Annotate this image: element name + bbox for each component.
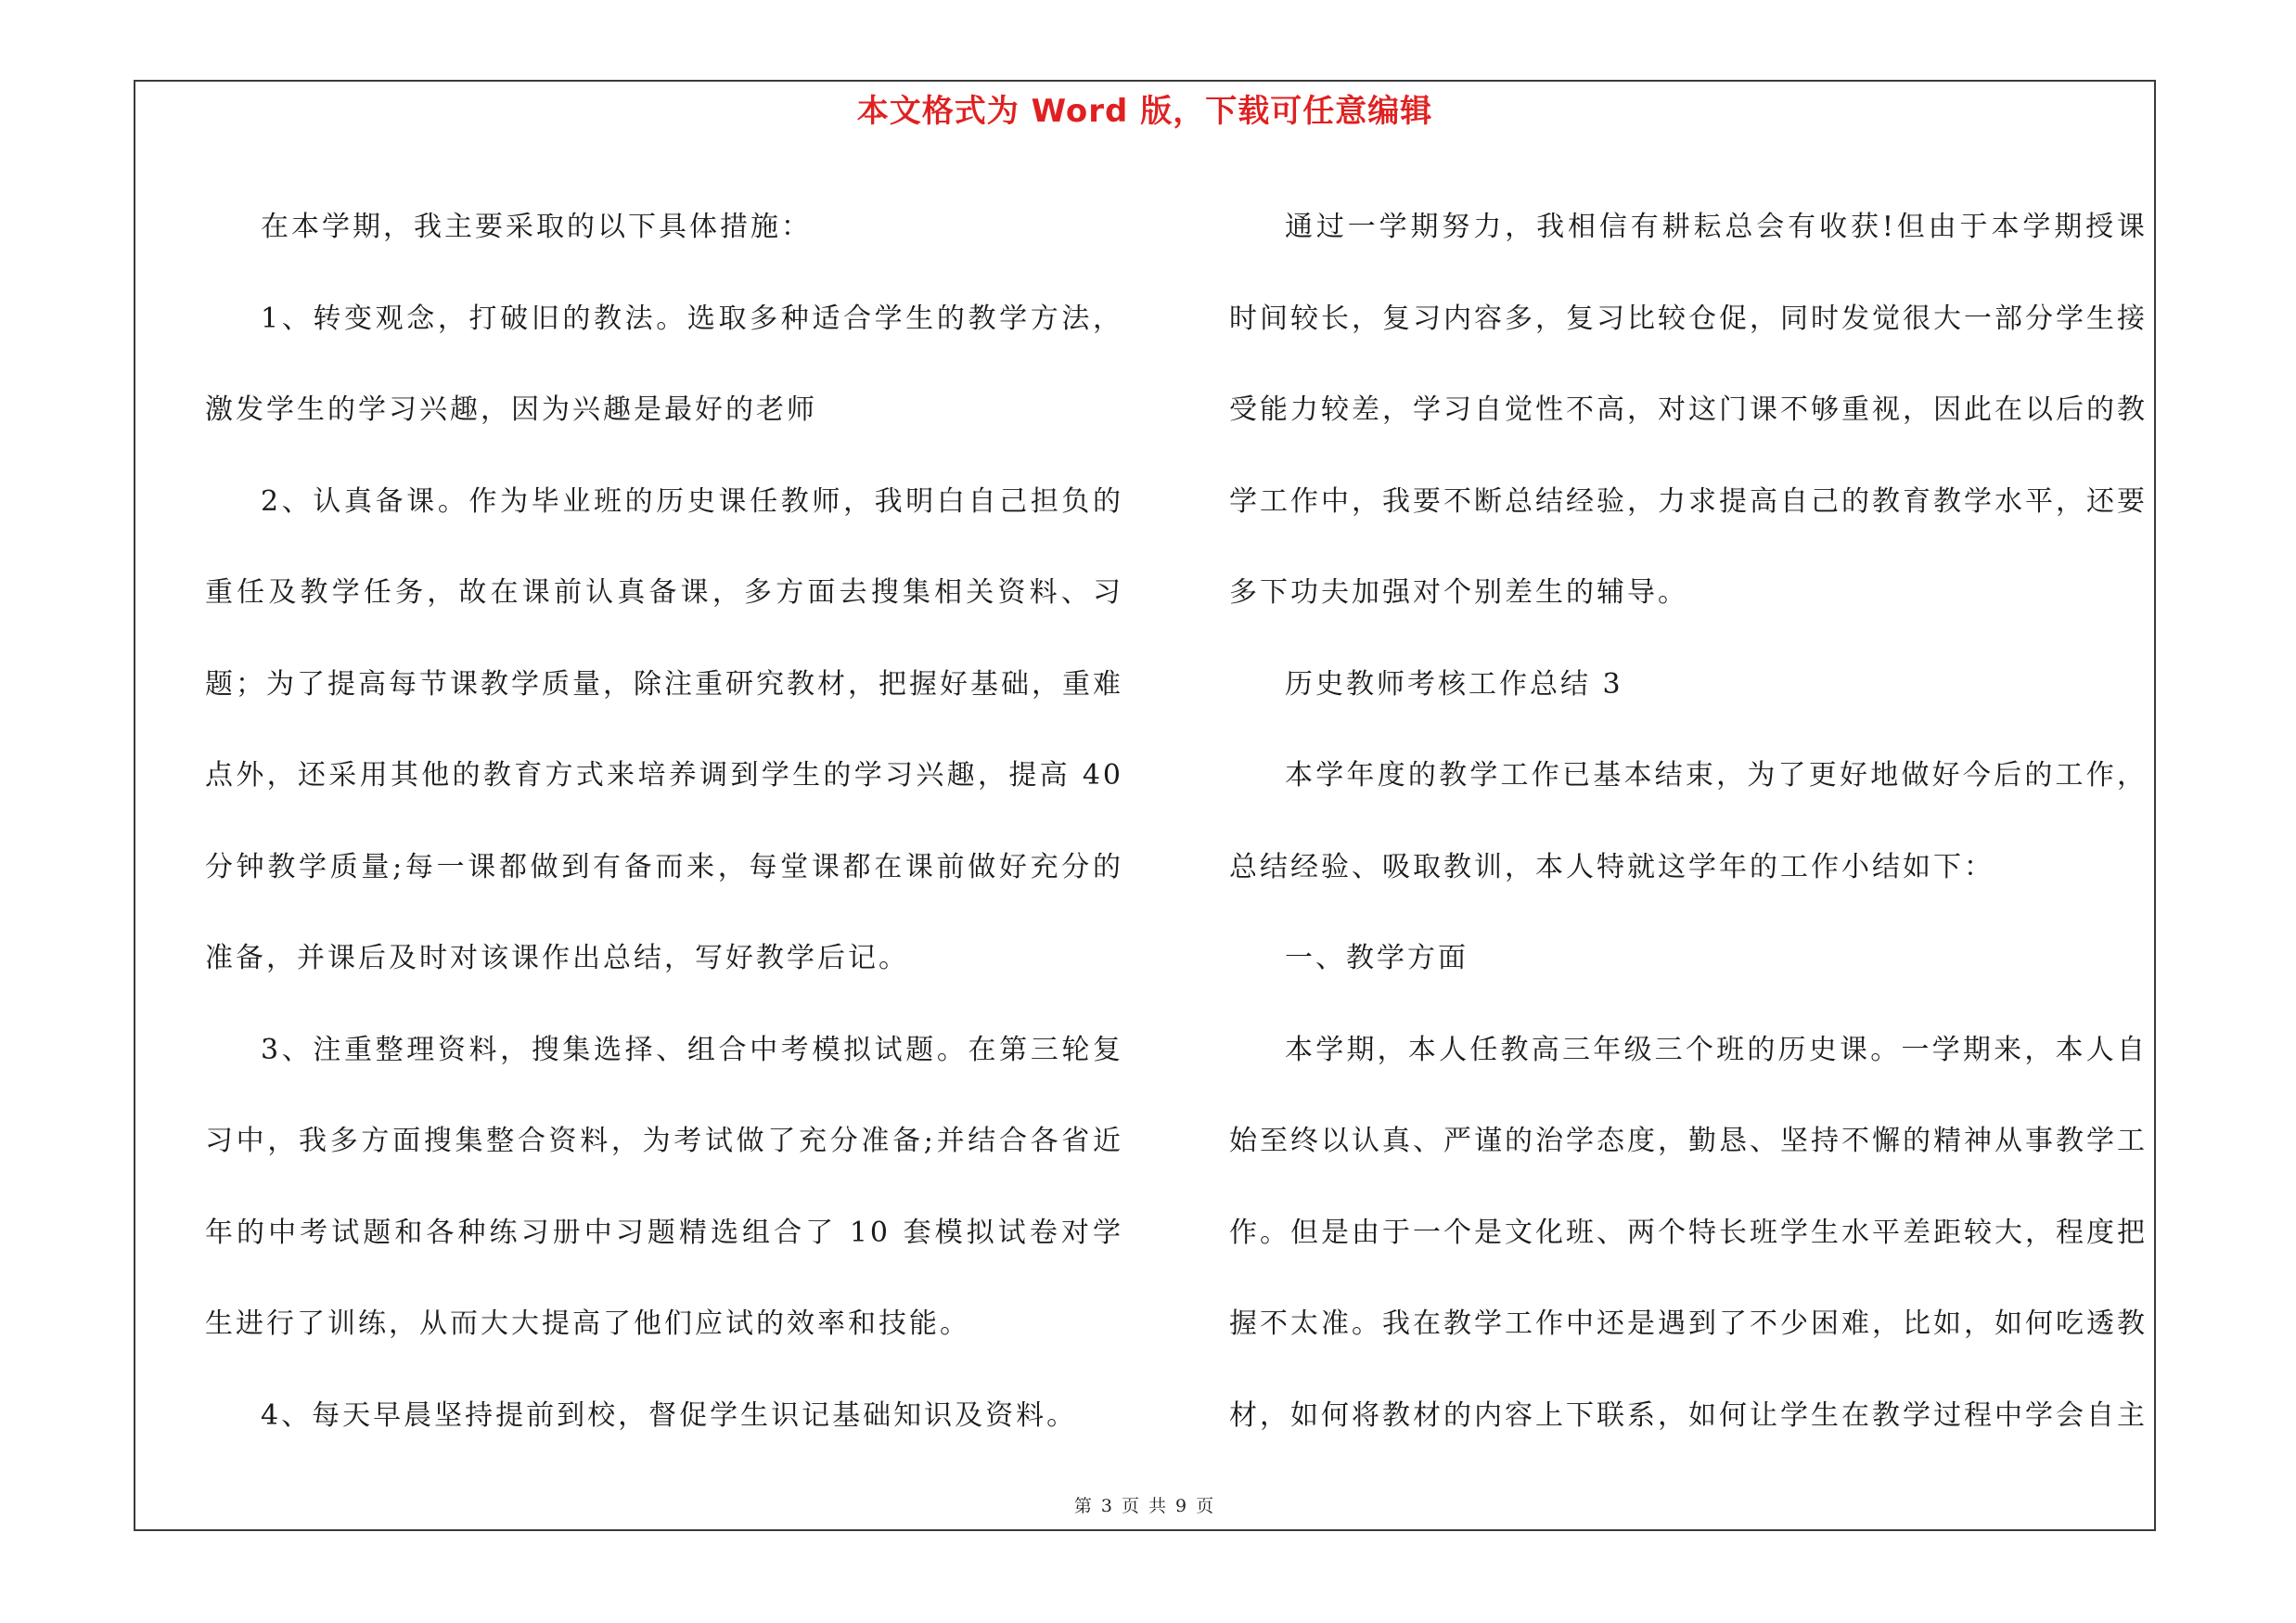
paragraph: 4、每天早晨坚持提前到校，督促学生识记基础知识及资料。 <box>261 1398 1078 1432</box>
paragraph: 在本学期，我主要采取的以下具体措施： <box>261 211 812 243</box>
paragraph: 本学年度的教学工作已基本结束，为了更好地做好今后的工作，总结经验、吸取教训，本人特就这学年的工作小结如下： <box>1229 759 2148 883</box>
paragraph: 3、注重整理资料，搜集选择、组合中考模拟试题。在第三轮复习中，我多方面搜集整合资料，为考试做了充分准备;并结合各省近年的中考试题和各种练习册中习题精选组合了 10 套模拟试卷对学生进行了训练，从而大大提高了他们应试的效率和技能。 <box>205 1033 1123 1340</box>
section-title: 历史教师考核工作总结 3 <box>1285 667 1623 701</box>
paragraph: 1、转变观念，打破旧的教法。选取多种适合学生的教学方法，激发学生的学习兴趣，因为兴趣是最好的老师 <box>205 302 1123 426</box>
page-number-footer: 第 3 页 共 9 页 <box>1073 1496 1216 1516</box>
paragraph: 通过一学期努力，我相信有耕耘总会有收获!但由于本学期授课时间较长，复习内容多，复习比较仓促，同时发觉很大一部分学生接受能力较差，学习自觉性不高，对这门课不够重视，因此在以后的教学工作中，我要不断总结经验，力求提高自己的教育教学水平，还要多下功夫加强对个别差生的辅导。 <box>1229 211 2148 609</box>
format-notice-banner: 本文格式为 Word 版，下载可任意编辑 <box>856 93 1433 130</box>
paragraph: 本学期，本人任教高三年级三个班的历史课。一学期来，本人自始至终以认真、严谨的治学态度，勤恳、坚持不懈的精神从事教学工作。但是由于一个是文化班、两个特长班学生水平差距较大，程度把握不太准。我在教学工作中还是遇到了不少困难，比如，如何吃透教材，如何将教材的内容上下联系，如何让学生在教学过程中学会自主 <box>1229 1033 2148 1432</box>
right-text-column <box>1229 182 2148 1462</box>
paragraph: 2、认真备课。作为毕业班的历史课任教师，我明白自己担负的重任及教学任务，故在课前认真备课，多方面去搜集相关资料、习题；为了提高每节课教学质量，除注重研究教材，把握好基础，重难点外，还采用其他的教育方式来培养调到学生的学习兴趣，提高 40 分钟教学质量;每一课都做到有备而来，每堂课都在课前做好充分的准备，并课后及时对该课作出总结，写好教学后记。 <box>205 484 1123 974</box>
left-text-column <box>205 182 1123 1462</box>
section-heading: 一、教学方面 <box>1285 942 1469 974</box>
